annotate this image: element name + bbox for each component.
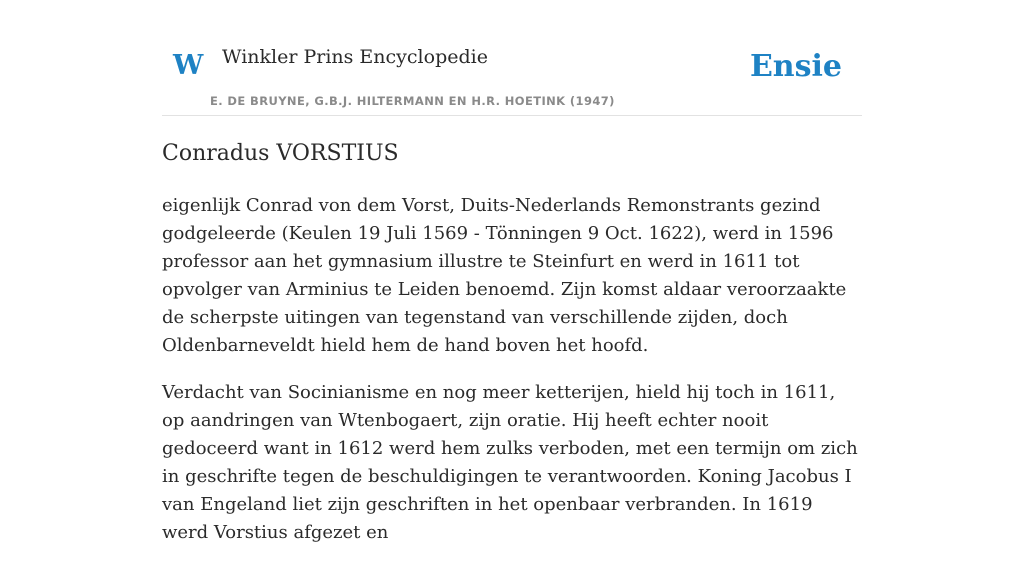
winkler-prins-logo[interactable]: W <box>173 50 204 81</box>
page-container <box>162 0 862 543</box>
ensie-logo-link[interactable]: Ensie <box>749 49 842 84</box>
source-title[interactable]: Winkler Prins Encyclopedie <box>222 46 488 68</box>
source-authors: E. DE BRUYNE, G.B.J. HILTERMANN EN H.R. HOETINK (1947) <box>210 94 615 108</box>
page-header <box>162 0 862 116</box>
article-paragraph: eigenlijk Conrad von dem Vorst, Duits-Nederlands Remonstrants gezind godgeleerde (Keulen 19 Juli 1569 - Tönningen 9 Oct. 1622), werd in 1596 professor aan het gymnasium illustre te Steinfurt en werd in 1611 tot opvolger van Arminius te Leiden benoemd. Zijn komst aldaar veroorzaakte de scherpste uitingen van tegenstand van verschillende zijden, doch Oldenbarneveldt hield hem de hand boven het hoofd. <box>162 195 847 356</box>
article-title: Conradus VORSTIUS <box>162 141 399 166</box>
article-paragraph: Verdacht van Socinianisme en nog meer ketterijen, hield hij toch in 1611, op aandringen van Wtenbogaert, zijn oratie. Hij heeft echter nooit gedoceerd want in 1612 werd hem zulks verboden, met een termijn om zich in geschrifte tegen de beschuldigingen te verantwoorden. Koning Jacobus I van Engeland liet zijn geschriften in het openbaar verbranden. In 1619 werd Vorstius afgezet en <box>162 382 858 543</box>
article-body <box>162 192 862 566</box>
